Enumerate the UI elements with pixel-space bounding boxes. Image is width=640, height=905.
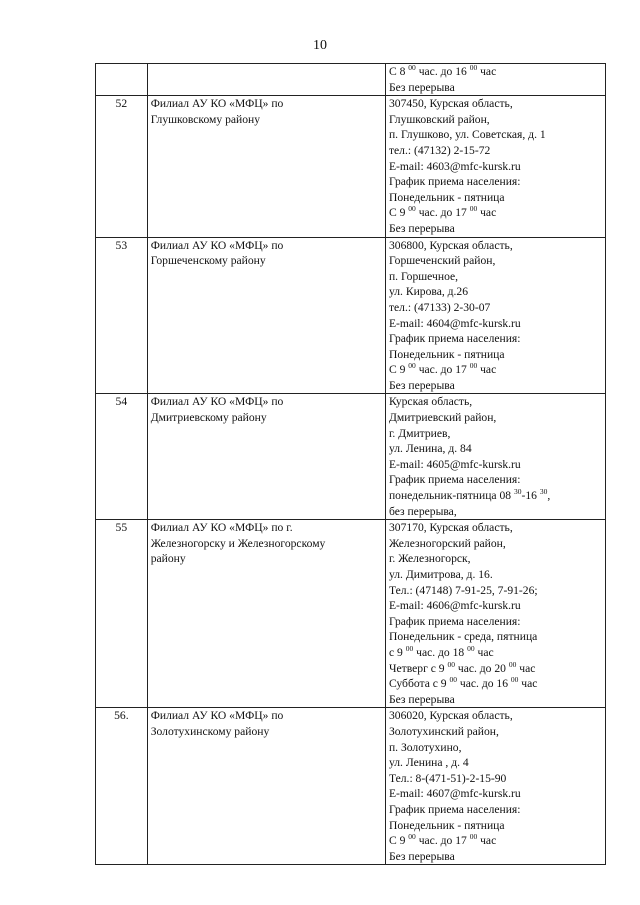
- page-number: 10: [313, 38, 327, 53]
- branches-table: [95, 63, 606, 865]
- address-line: Глушковский район,: [388, 112, 490, 126]
- table-row: [96, 394, 606, 520]
- address-line: Понедельник - пятница: [388, 818, 505, 832]
- address-line: Железногорский район,: [388, 536, 506, 550]
- branch-address-cell: [385, 96, 605, 237]
- address-line: График приема населения:: [388, 614, 521, 628]
- address-line: 307170, Курская область,: [388, 521, 513, 535]
- address-line: п. Горшечное,: [388, 269, 459, 283]
- address-line: Понедельник - пятница: [388, 347, 505, 361]
- address-line: Без перерыва: [388, 692, 455, 706]
- address-line: Без перерыва: [388, 221, 455, 235]
- superscript-minutes: 00: [405, 643, 414, 653]
- address-line: E-mail: 4604@mfc-kursk.ru: [388, 316, 521, 330]
- address-line: Четверг с 9 $^{00}$ час. до 20 $^{00}$ час: [388, 659, 536, 675]
- branch-name-line: Золотухинскому району: [150, 724, 270, 738]
- superscript-minutes: 00: [408, 832, 416, 842]
- branch-name-cell: [147, 394, 385, 520]
- branch-address-cell: [385, 64, 605, 96]
- table-row: [96, 96, 606, 237]
- branch-name-cell: [147, 64, 385, 96]
- address-line: ул. Ленина , д. 4: [388, 756, 469, 770]
- superscript-minutes: 30: [513, 487, 522, 497]
- address-line: п. Золотухино,: [388, 740, 462, 754]
- address-line: E-mail: 4606@mfc-kursk.ru: [388, 599, 521, 613]
- address-line: С 8 $^{00}$ час. до 16 $^{00}$ час: [388, 63, 497, 78]
- branch-name-line: Филиал АУ КО «МФЦ» по: [150, 395, 284, 409]
- address-line: Дмитриевский район,: [388, 411, 497, 425]
- address-line: Тел.: (47148) 7-91-25, 7-91-26;: [388, 583, 538, 597]
- address-line: E-mail: 4603@mfc-kursk.ru: [388, 159, 521, 173]
- address-line: Без перерыва: [388, 378, 455, 392]
- address-line: График приема населения:: [388, 332, 521, 346]
- address-line: Горшеченский район,: [388, 254, 496, 268]
- address-line: тел.: (47132) 2-15-72: [388, 143, 491, 157]
- address-line: С 9 $^{00}$ час. до 17 $^{00}$ час: [388, 361, 497, 377]
- address-line: ул. Димитрова, д. 16.: [388, 568, 493, 581]
- address-line: г. Дмитриев,: [388, 426, 451, 440]
- superscript-minutes: 30: [539, 487, 548, 497]
- address-line: Суббота с 9 $^{00}$ час. до 16 $^{00}$ час: [388, 675, 538, 691]
- superscript-minutes: 00: [449, 675, 457, 685]
- superscript-minutes: 00: [408, 361, 416, 371]
- branch-name-cell: [147, 237, 385, 394]
- branch-name-line: Дмитриевскому району: [150, 411, 267, 425]
- address-line: тел.: (47133) 2-30-07: [388, 300, 491, 314]
- address-line: Понедельник - пятница: [388, 190, 505, 204]
- branch-name-cell: [147, 96, 385, 237]
- address-line: E-mail: 4605@mfc-kursk.ru: [388, 457, 521, 471]
- superscript-minutes: 00: [469, 204, 478, 214]
- address-line: без перерыва,: [388, 504, 457, 518]
- row-number-cell: 54: [96, 394, 148, 520]
- address-line: С 9 $^{00}$ час. до 17 $^{00}$ час: [388, 204, 497, 220]
- branch-name-line: Глушковскому району: [150, 112, 261, 126]
- superscript-minutes: 00: [469, 832, 478, 842]
- address-line: E-mail: 4607@mfc-kursk.ru: [388, 787, 521, 801]
- address-line: Золотухинский район,: [388, 724, 499, 738]
- address-line: п. Глушково, ул. Советская, д. 1: [388, 128, 546, 142]
- address-line: 306800, Курская область,: [388, 238, 513, 252]
- table-row: [96, 520, 606, 708]
- branch-address-cell: [385, 708, 605, 865]
- address-line: График приема населения:: [388, 175, 521, 189]
- branch-name-line: району: [150, 552, 186, 566]
- address-line: г. Железногорск,: [388, 552, 471, 566]
- row-number-cell: [96, 64, 148, 96]
- branch-name-line: Филиал АУ КО «МФЦ» по г.: [150, 521, 293, 535]
- address-line: понедельник-пятница 08 $^{30}$-16 $^{30}$,: [388, 487, 551, 503]
- branch-address-cell: [385, 394, 605, 520]
- address-line: Понедельник - среда, пятница: [388, 630, 538, 644]
- row-number-cell: 55: [96, 520, 148, 708]
- superscript-minutes: 00: [469, 361, 478, 371]
- branch-name-line: Филиал АУ КО «МФЦ» по: [150, 97, 284, 111]
- address-line: Тел.: 8-(471-51)-2-15-90: [388, 771, 507, 785]
- address-line: Без перерыва: [388, 80, 455, 94]
- address-line: График приема населения:: [388, 802, 521, 816]
- superscript-minutes: 00: [408, 63, 416, 72]
- row-number-cell: 52: [96, 96, 148, 237]
- branch-name-line: Горшеченскому району: [150, 254, 266, 268]
- address-line: С 9 $^{00}$ час. до 17 $^{00}$ час: [388, 832, 497, 848]
- row-number-cell: 56.: [96, 708, 148, 865]
- superscript-minutes: 00: [508, 659, 517, 669]
- branches-table-body: [96, 64, 606, 865]
- branch-name-line: Филиал АУ КО «МФЦ» по: [150, 709, 284, 723]
- superscript-minutes: 00: [510, 675, 519, 685]
- branch-name-line: Железногорску и Железногорскому: [150, 536, 326, 550]
- address-line: Без перерыва: [388, 849, 455, 863]
- table-row: [96, 237, 606, 394]
- row-number-cell: 53: [96, 237, 148, 394]
- superscript-minutes: 00: [469, 63, 478, 72]
- branch-name-cell: [147, 520, 385, 708]
- branch-address-cell: [385, 237, 605, 394]
- address-line: 307450, Курская область,: [388, 97, 513, 111]
- branch-address-cell: [385, 520, 605, 708]
- superscript-minutes: 00: [467, 643, 475, 653]
- branch-name-cell: [147, 708, 385, 865]
- address-line: с 9 $^{00}$ час. до 18 $^{00}$ час: [388, 643, 494, 659]
- table-row: [96, 64, 606, 96]
- superscript-minutes: 00: [447, 659, 455, 669]
- branch-name-line: Филиал АУ КО «МФЦ» по: [150, 238, 284, 252]
- address-line: График приема населения:: [388, 473, 521, 487]
- table-row: [96, 708, 606, 865]
- address-line: 306020, Курская область,: [388, 709, 513, 723]
- superscript-minutes: 00: [408, 204, 416, 214]
- address-line: ул. Кирова, д.26: [388, 285, 469, 299]
- address-line: Курская область,: [388, 395, 473, 409]
- address-line: ул. Ленина, д. 84: [388, 442, 472, 456]
